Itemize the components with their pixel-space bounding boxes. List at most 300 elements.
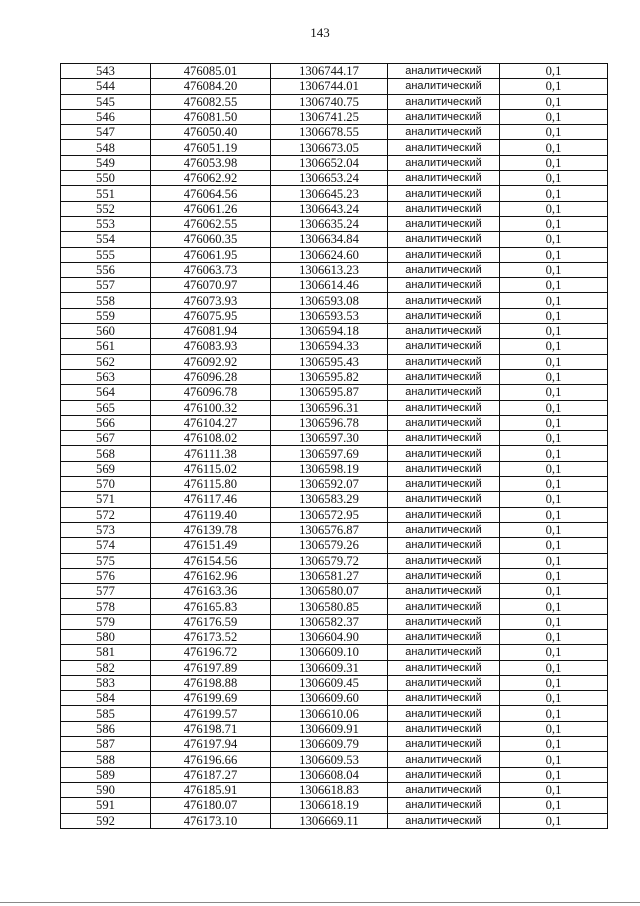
x-coordinate-cell: 476165.83: [151, 599, 271, 614]
method-cell: аналитический: [388, 599, 500, 614]
table-row: [61, 293, 608, 308]
accuracy-cell: 0,1: [500, 308, 608, 323]
x-coordinate-cell: 476062.55: [151, 216, 271, 231]
point-number-cell: 568: [61, 446, 151, 461]
y-coordinate-cell: 1306597.30: [271, 431, 388, 446]
x-coordinate-cell: 476082.55: [151, 94, 271, 109]
x-coordinate-cell: 476073.93: [151, 293, 271, 308]
method-cell: аналитический: [388, 629, 500, 644]
accuracy-cell: 0,1: [500, 354, 608, 369]
method-cell: аналитический: [388, 492, 500, 507]
method-cell: аналитический: [388, 64, 500, 79]
point-number-cell: 578: [61, 599, 151, 614]
x-coordinate-cell: 476115.80: [151, 477, 271, 492]
point-number-cell: 559: [61, 308, 151, 323]
point-number-cell: 558: [61, 293, 151, 308]
method-cell: аналитический: [388, 752, 500, 767]
table-row: [61, 64, 608, 79]
accuracy-cell: 0,1: [500, 216, 608, 231]
y-coordinate-cell: 1306618.19: [271, 798, 388, 813]
table-row: [61, 691, 608, 706]
y-coordinate-cell: 1306609.45: [271, 675, 388, 690]
table-row: [61, 767, 608, 782]
x-coordinate-cell: 476104.27: [151, 415, 271, 430]
accuracy-cell: 0,1: [500, 798, 608, 813]
table-row: [61, 278, 608, 293]
method-cell: аналитический: [388, 293, 500, 308]
point-number-cell: 579: [61, 614, 151, 629]
x-coordinate-cell: 476198.71: [151, 721, 271, 736]
y-coordinate-cell: 1306592.07: [271, 477, 388, 492]
method-cell: аналитический: [388, 216, 500, 231]
method-cell: аналитический: [388, 140, 500, 155]
accuracy-cell: 0,1: [500, 232, 608, 247]
point-number-cell: 583: [61, 675, 151, 690]
table-row: [61, 522, 608, 537]
coordinates-table-body: [61, 64, 608, 829]
method-cell: аналитический: [388, 584, 500, 599]
point-number-cell: 550: [61, 171, 151, 186]
accuracy-cell: 0,1: [500, 767, 608, 782]
x-coordinate-cell: 476119.40: [151, 507, 271, 522]
method-cell: аналитический: [388, 813, 500, 828]
table-row: [61, 599, 608, 614]
point-number-cell: 580: [61, 629, 151, 644]
method-cell: аналитический: [388, 308, 500, 323]
table-row: [61, 446, 608, 461]
x-coordinate-cell: 476173.10: [151, 813, 271, 828]
point-number-cell: 561: [61, 339, 151, 354]
accuracy-cell: 0,1: [500, 155, 608, 170]
method-cell: аналитический: [388, 247, 500, 262]
method-cell: аналитический: [388, 782, 500, 797]
y-coordinate-cell: 1306608.04: [271, 767, 388, 782]
x-coordinate-cell: 476062.92: [151, 171, 271, 186]
table-row: [61, 538, 608, 553]
y-coordinate-cell: 1306669.11: [271, 813, 388, 828]
x-coordinate-cell: 476061.95: [151, 247, 271, 262]
method-cell: аналитический: [388, 171, 500, 186]
y-coordinate-cell: 1306744.17: [271, 64, 388, 79]
y-coordinate-cell: 1306583.29: [271, 492, 388, 507]
point-number-cell: 567: [61, 431, 151, 446]
accuracy-cell: 0,1: [500, 477, 608, 492]
method-cell: аналитический: [388, 125, 500, 140]
x-coordinate-cell: 476081.50: [151, 109, 271, 124]
table-row: [61, 385, 608, 400]
table-row: [61, 629, 608, 644]
y-coordinate-cell: 1306594.33: [271, 339, 388, 354]
accuracy-cell: 0,1: [500, 79, 608, 94]
accuracy-cell: 0,1: [500, 186, 608, 201]
y-coordinate-cell: 1306609.91: [271, 721, 388, 736]
method-cell: аналитический: [388, 155, 500, 170]
x-coordinate-cell: 476180.07: [151, 798, 271, 813]
y-coordinate-cell: 1306643.24: [271, 201, 388, 216]
table-row: [61, 262, 608, 277]
table-row: [61, 125, 608, 140]
accuracy-cell: 0,1: [500, 538, 608, 553]
x-coordinate-cell: 476197.89: [151, 660, 271, 675]
point-number-cell: 589: [61, 767, 151, 782]
point-number-cell: 564: [61, 385, 151, 400]
y-coordinate-cell: 1306580.85: [271, 599, 388, 614]
table-row: [61, 369, 608, 384]
method-cell: аналитический: [388, 737, 500, 752]
method-cell: аналитический: [388, 798, 500, 813]
table-row: [61, 813, 608, 828]
y-coordinate-cell: 1306645.23: [271, 186, 388, 201]
accuracy-cell: 0,1: [500, 324, 608, 339]
accuracy-cell: 0,1: [500, 660, 608, 675]
table-row: [61, 752, 608, 767]
x-coordinate-cell: 476064.56: [151, 186, 271, 201]
method-cell: аналитический: [388, 568, 500, 583]
y-coordinate-cell: 1306604.90: [271, 629, 388, 644]
point-number-cell: 545: [61, 94, 151, 109]
method-cell: аналитический: [388, 477, 500, 492]
x-coordinate-cell: 476139.78: [151, 522, 271, 537]
accuracy-cell: 0,1: [500, 109, 608, 124]
y-coordinate-cell: 1306610.06: [271, 706, 388, 721]
point-number-cell: 543: [61, 64, 151, 79]
point-number-cell: 591: [61, 798, 151, 813]
table-row: [61, 400, 608, 415]
method-cell: аналитический: [388, 706, 500, 721]
accuracy-cell: 0,1: [500, 737, 608, 752]
table-row: [61, 584, 608, 599]
point-number-cell: 582: [61, 660, 151, 675]
point-number-cell: 551: [61, 186, 151, 201]
table-row: [61, 737, 608, 752]
method-cell: аналитический: [388, 446, 500, 461]
accuracy-cell: 0,1: [500, 369, 608, 384]
table-row: [61, 186, 608, 201]
y-coordinate-cell: 1306582.37: [271, 614, 388, 629]
y-coordinate-cell: 1306579.26: [271, 538, 388, 553]
y-coordinate-cell: 1306609.31: [271, 660, 388, 675]
table-row: [61, 171, 608, 186]
method-cell: аналитический: [388, 415, 500, 430]
method-cell: аналитический: [388, 721, 500, 736]
table-row: [61, 660, 608, 675]
x-coordinate-cell: 476154.56: [151, 553, 271, 568]
accuracy-cell: 0,1: [500, 171, 608, 186]
table-row: [61, 461, 608, 476]
y-coordinate-cell: 1306678.55: [271, 125, 388, 140]
method-cell: аналитический: [388, 675, 500, 690]
method-cell: аналитический: [388, 645, 500, 660]
accuracy-cell: 0,1: [500, 813, 608, 828]
accuracy-cell: 0,1: [500, 507, 608, 522]
y-coordinate-cell: 1306740.75: [271, 94, 388, 109]
point-number-cell: 548: [61, 140, 151, 155]
point-number-cell: 553: [61, 216, 151, 231]
method-cell: аналитический: [388, 94, 500, 109]
point-number-cell: 571: [61, 492, 151, 507]
point-number-cell: 554: [61, 232, 151, 247]
accuracy-cell: 0,1: [500, 400, 608, 415]
x-coordinate-cell: 476063.73: [151, 262, 271, 277]
y-coordinate-cell: 1306741.25: [271, 109, 388, 124]
x-coordinate-cell: 476060.35: [151, 232, 271, 247]
y-coordinate-cell: 1306576.87: [271, 522, 388, 537]
y-coordinate-cell: 1306613.23: [271, 262, 388, 277]
x-coordinate-cell: 476162.96: [151, 568, 271, 583]
accuracy-cell: 0,1: [500, 522, 608, 537]
y-coordinate-cell: 1306595.87: [271, 385, 388, 400]
point-number-cell: 581: [61, 645, 151, 660]
method-cell: аналитический: [388, 354, 500, 369]
point-number-cell: 544: [61, 79, 151, 94]
y-coordinate-cell: 1306595.82: [271, 369, 388, 384]
method-cell: аналитический: [388, 691, 500, 706]
table-row: [61, 324, 608, 339]
table-row: [61, 721, 608, 736]
point-number-cell: 565: [61, 400, 151, 415]
x-coordinate-cell: 476115.02: [151, 461, 271, 476]
table-row: [61, 155, 608, 170]
point-number-cell: 560: [61, 324, 151, 339]
y-coordinate-cell: 1306652.04: [271, 155, 388, 170]
point-number-cell: 570: [61, 477, 151, 492]
y-coordinate-cell: 1306609.10: [271, 645, 388, 660]
point-number-cell: 552: [61, 201, 151, 216]
y-coordinate-cell: 1306596.31: [271, 400, 388, 415]
table-row: [61, 553, 608, 568]
method-cell: аналитический: [388, 400, 500, 415]
accuracy-cell: 0,1: [500, 262, 608, 277]
x-coordinate-cell: 476108.02: [151, 431, 271, 446]
method-cell: аналитический: [388, 186, 500, 201]
point-number-cell: 573: [61, 522, 151, 537]
x-coordinate-cell: 476051.19: [151, 140, 271, 155]
accuracy-cell: 0,1: [500, 64, 608, 79]
method-cell: аналитический: [388, 109, 500, 124]
accuracy-cell: 0,1: [500, 125, 608, 140]
table-row: [61, 798, 608, 813]
method-cell: аналитический: [388, 431, 500, 446]
point-number-cell: 549: [61, 155, 151, 170]
table-row: [61, 232, 608, 247]
method-cell: аналитический: [388, 385, 500, 400]
accuracy-cell: 0,1: [500, 675, 608, 690]
point-number-cell: 590: [61, 782, 151, 797]
table-row: [61, 109, 608, 124]
accuracy-cell: 0,1: [500, 568, 608, 583]
x-coordinate-cell: 476196.66: [151, 752, 271, 767]
y-coordinate-cell: 1306609.79: [271, 737, 388, 752]
table-row: [61, 492, 608, 507]
accuracy-cell: 0,1: [500, 293, 608, 308]
accuracy-cell: 0,1: [500, 415, 608, 430]
point-number-cell: 546: [61, 109, 151, 124]
x-coordinate-cell: 476198.88: [151, 675, 271, 690]
method-cell: аналитический: [388, 369, 500, 384]
x-coordinate-cell: 476176.59: [151, 614, 271, 629]
accuracy-cell: 0,1: [500, 553, 608, 568]
point-number-cell: 563: [61, 369, 151, 384]
accuracy-cell: 0,1: [500, 691, 608, 706]
y-coordinate-cell: 1306597.69: [271, 446, 388, 461]
x-coordinate-cell: 476050.40: [151, 125, 271, 140]
accuracy-cell: 0,1: [500, 614, 608, 629]
table-row: [61, 415, 608, 430]
table-row: [61, 782, 608, 797]
x-coordinate-cell: 476173.52: [151, 629, 271, 644]
accuracy-cell: 0,1: [500, 385, 608, 400]
y-coordinate-cell: 1306635.24: [271, 216, 388, 231]
y-coordinate-cell: 1306598.19: [271, 461, 388, 476]
x-coordinate-cell: 476084.20: [151, 79, 271, 94]
accuracy-cell: 0,1: [500, 645, 608, 660]
point-number-cell: 587: [61, 737, 151, 752]
y-coordinate-cell: 1306634.84: [271, 232, 388, 247]
y-coordinate-cell: 1306618.83: [271, 782, 388, 797]
y-coordinate-cell: 1306579.72: [271, 553, 388, 568]
table-row: [61, 431, 608, 446]
accuracy-cell: 0,1: [500, 278, 608, 293]
y-coordinate-cell: 1306609.60: [271, 691, 388, 706]
point-number-cell: 588: [61, 752, 151, 767]
x-coordinate-cell: 476081.94: [151, 324, 271, 339]
x-coordinate-cell: 476199.57: [151, 706, 271, 721]
point-number-cell: 592: [61, 813, 151, 828]
table-row: [61, 477, 608, 492]
scan-edge-line: [0, 902, 640, 903]
table-row: [61, 201, 608, 216]
point-number-cell: 566: [61, 415, 151, 430]
method-cell: аналитический: [388, 660, 500, 675]
method-cell: аналитический: [388, 339, 500, 354]
method-cell: аналитический: [388, 278, 500, 293]
x-coordinate-cell: 476096.28: [151, 369, 271, 384]
accuracy-cell: 0,1: [500, 339, 608, 354]
accuracy-cell: 0,1: [500, 201, 608, 216]
y-coordinate-cell: 1306744.01: [271, 79, 388, 94]
table-row: [61, 79, 608, 94]
point-number-cell: 585: [61, 706, 151, 721]
table-row: [61, 94, 608, 109]
table-row: [61, 339, 608, 354]
table-row: [61, 507, 608, 522]
accuracy-cell: 0,1: [500, 492, 608, 507]
table-row: [61, 247, 608, 262]
point-number-cell: 584: [61, 691, 151, 706]
accuracy-cell: 0,1: [500, 629, 608, 644]
coordinates-table: [60, 63, 608, 829]
point-number-cell: 576: [61, 568, 151, 583]
y-coordinate-cell: 1306614.46: [271, 278, 388, 293]
method-cell: аналитический: [388, 614, 500, 629]
method-cell: аналитический: [388, 522, 500, 537]
x-coordinate-cell: 476100.32: [151, 400, 271, 415]
method-cell: аналитический: [388, 553, 500, 568]
accuracy-cell: 0,1: [500, 782, 608, 797]
accuracy-cell: 0,1: [500, 431, 608, 446]
table-row: [61, 706, 608, 721]
y-coordinate-cell: 1306593.53: [271, 308, 388, 323]
point-number-cell: 574: [61, 538, 151, 553]
accuracy-cell: 0,1: [500, 247, 608, 262]
method-cell: аналитический: [388, 324, 500, 339]
accuracy-cell: 0,1: [500, 94, 608, 109]
table-row: [61, 675, 608, 690]
point-number-cell: 572: [61, 507, 151, 522]
x-coordinate-cell: 476085.01: [151, 64, 271, 79]
table-row: [61, 614, 608, 629]
method-cell: аналитический: [388, 767, 500, 782]
x-coordinate-cell: 476196.72: [151, 645, 271, 660]
accuracy-cell: 0,1: [500, 752, 608, 767]
y-coordinate-cell: 1306572.95: [271, 507, 388, 522]
table-row: [61, 354, 608, 369]
y-coordinate-cell: 1306609.53: [271, 752, 388, 767]
method-cell: аналитический: [388, 201, 500, 216]
x-coordinate-cell: 476151.49: [151, 538, 271, 553]
x-coordinate-cell: 476117.46: [151, 492, 271, 507]
y-coordinate-cell: 1306673.05: [271, 140, 388, 155]
accuracy-cell: 0,1: [500, 599, 608, 614]
point-number-cell: 577: [61, 584, 151, 599]
y-coordinate-cell: 1306653.24: [271, 171, 388, 186]
accuracy-cell: 0,1: [500, 140, 608, 155]
point-number-cell: 562: [61, 354, 151, 369]
x-coordinate-cell: 476061.26: [151, 201, 271, 216]
point-number-cell: 575: [61, 553, 151, 568]
x-coordinate-cell: 476163.36: [151, 584, 271, 599]
x-coordinate-cell: 476111.38: [151, 446, 271, 461]
method-cell: аналитический: [388, 232, 500, 247]
point-number-cell: 557: [61, 278, 151, 293]
y-coordinate-cell: 1306595.43: [271, 354, 388, 369]
method-cell: аналитический: [388, 461, 500, 476]
accuracy-cell: 0,1: [500, 706, 608, 721]
table-row: [61, 140, 608, 155]
method-cell: аналитический: [388, 262, 500, 277]
accuracy-cell: 0,1: [500, 461, 608, 476]
table-row: [61, 216, 608, 231]
method-cell: аналитический: [388, 79, 500, 94]
accuracy-cell: 0,1: [500, 584, 608, 599]
y-coordinate-cell: 1306596.78: [271, 415, 388, 430]
x-coordinate-cell: 476187.27: [151, 767, 271, 782]
x-coordinate-cell: 476096.78: [151, 385, 271, 400]
y-coordinate-cell: 1306624.60: [271, 247, 388, 262]
x-coordinate-cell: 476075.95: [151, 308, 271, 323]
point-number-cell: 547: [61, 125, 151, 140]
x-coordinate-cell: 476083.93: [151, 339, 271, 354]
table-row: [61, 645, 608, 660]
point-number-cell: 569: [61, 461, 151, 476]
x-coordinate-cell: 476185.91: [151, 782, 271, 797]
x-coordinate-cell: 476070.97: [151, 278, 271, 293]
x-coordinate-cell: 476197.94: [151, 737, 271, 752]
accuracy-cell: 0,1: [500, 446, 608, 461]
y-coordinate-cell: 1306580.07: [271, 584, 388, 599]
page-number: 143: [310, 25, 330, 40]
x-coordinate-cell: 476092.92: [151, 354, 271, 369]
y-coordinate-cell: 1306593.08: [271, 293, 388, 308]
method-cell: аналитический: [388, 507, 500, 522]
method-cell: аналитический: [388, 538, 500, 553]
x-coordinate-cell: 476199.69: [151, 691, 271, 706]
point-number-cell: 556: [61, 262, 151, 277]
point-number-cell: 586: [61, 721, 151, 736]
table-row: [61, 568, 608, 583]
y-coordinate-cell: 1306594.18: [271, 324, 388, 339]
point-number-cell: 555: [61, 247, 151, 262]
